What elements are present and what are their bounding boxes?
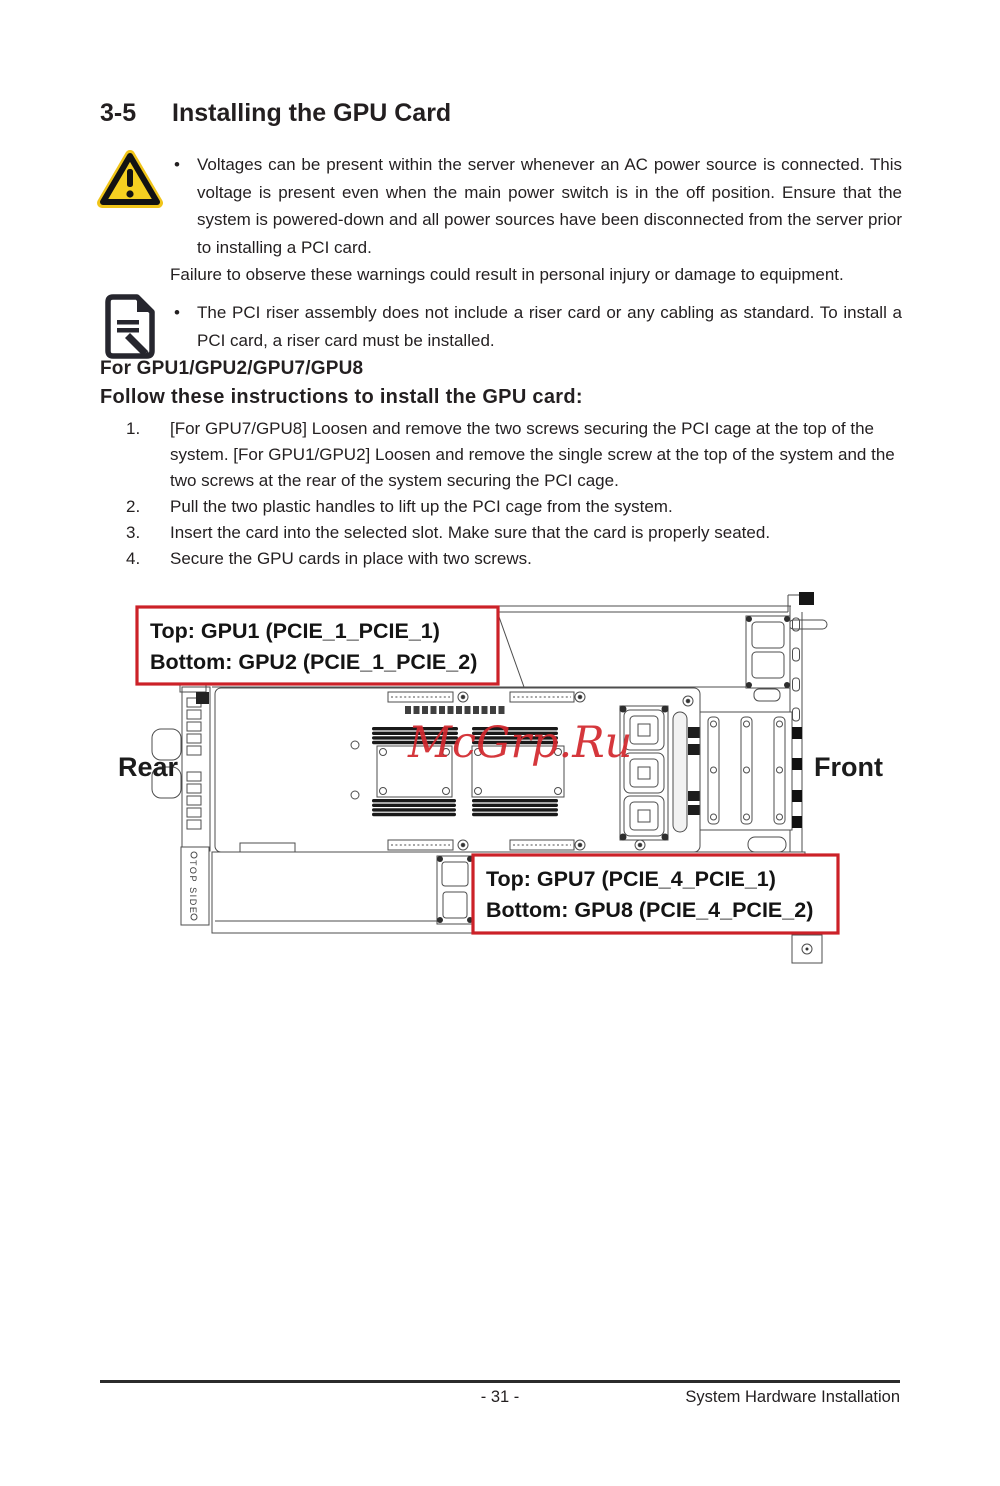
- thumbscrew-knob: [799, 592, 814, 605]
- step-text: Secure the GPU cards in place with two screws.: [170, 549, 532, 568]
- instruction-steps: [100, 416, 906, 572]
- rear-fan-module: [746, 616, 790, 701]
- page-number: - 31 -: [480, 1388, 520, 1406]
- step-number: 4.: [126, 549, 141, 568]
- callout-gpu7-line: Top: GPU7 (PCIE_4_PCIE_1): [486, 867, 776, 891]
- callout-gpu7-gpu8: [473, 855, 838, 933]
- note-icon: [103, 294, 159, 360]
- step-text: Insert the card into the selected slot. Make sure that the card is properly seated.: [170, 523, 771, 542]
- note-paragraph: [170, 299, 902, 354]
- note-text: The PCI riser assembly does not include a riser card or any cabling as standard. To install a PCI card, a riser card must be installed.: [197, 303, 902, 350]
- server-chassis-drawing: [100, 580, 1000, 992]
- bullet-dot: •: [174, 303, 180, 322]
- section-title: Installing the GPU Card: [172, 99, 452, 127]
- top-side-label: TOP SIDE: [188, 860, 198, 915]
- server-diagram: [100, 580, 1000, 992]
- page-title: [100, 99, 451, 128]
- step-number: 1.: [126, 419, 141, 438]
- step-2: [100, 494, 906, 520]
- instructions-heading: Follow these instructions to install the GPU card:: [100, 386, 583, 408]
- drive-cage: [700, 712, 802, 830]
- rear-label: Rear: [118, 752, 179, 782]
- footer-chapter-title: System Hardware Installation: [685, 1388, 900, 1406]
- step-1: [100, 416, 906, 494]
- note-block: [170, 299, 902, 354]
- warning-paragraph: [170, 151, 902, 261]
- step-text: Pull the two plastic handles to lift up the PCI cage from the system.: [170, 497, 673, 516]
- step-3: [100, 520, 906, 546]
- callout-gpu1-gpu2: [137, 607, 498, 684]
- section-number: 3-5: [100, 99, 137, 127]
- callout-gpu1-line: Top: GPU1 (PCIE_1_PCIE_1): [150, 619, 440, 643]
- subheading-gpu-list: For GPU1/GPU2/GPU7/GPU8: [100, 358, 364, 379]
- footer-divider: [100, 1380, 900, 1383]
- warning-block: [170, 151, 902, 289]
- step-4: [100, 546, 906, 572]
- bottom-right-bracket: [792, 935, 822, 963]
- callout-gpu8-line: Bottom: GPU8 (PCIE_4_PCIE_2): [486, 898, 814, 922]
- front-label: Front: [814, 752, 883, 782]
- warning-icon: [97, 149, 163, 209]
- step-text: [For GPU7/GPU8] Loosen and remove the two screws securing the PCI cage at the top of the system. [For GPU1/GPU2] Loosen and remove the single screw at the top of the system and the two screws at the rear of the system securing the PCI cage.: [170, 419, 895, 490]
- bullet-dot: •: [174, 155, 180, 174]
- watermark-text: McGrp.Ru: [408, 718, 633, 768]
- warning-footnote: Failure to observe these warnings could result in personal injury or damage to equipment.: [170, 265, 844, 284]
- callout-gpu2-line: Bottom: GPU2 (PCIE_1_PCIE_2): [150, 650, 478, 674]
- step-number: 3.: [126, 523, 141, 542]
- warning-text: Voltages can be present within the server whenever an AC power source is connected. This voltage is present even when the main power switch is in the off position. Ensure that the system is powered-down and all power sources have been disconnected from the server prior to installing a PCI card.: [197, 155, 902, 257]
- step-number: 2.: [126, 497, 141, 516]
